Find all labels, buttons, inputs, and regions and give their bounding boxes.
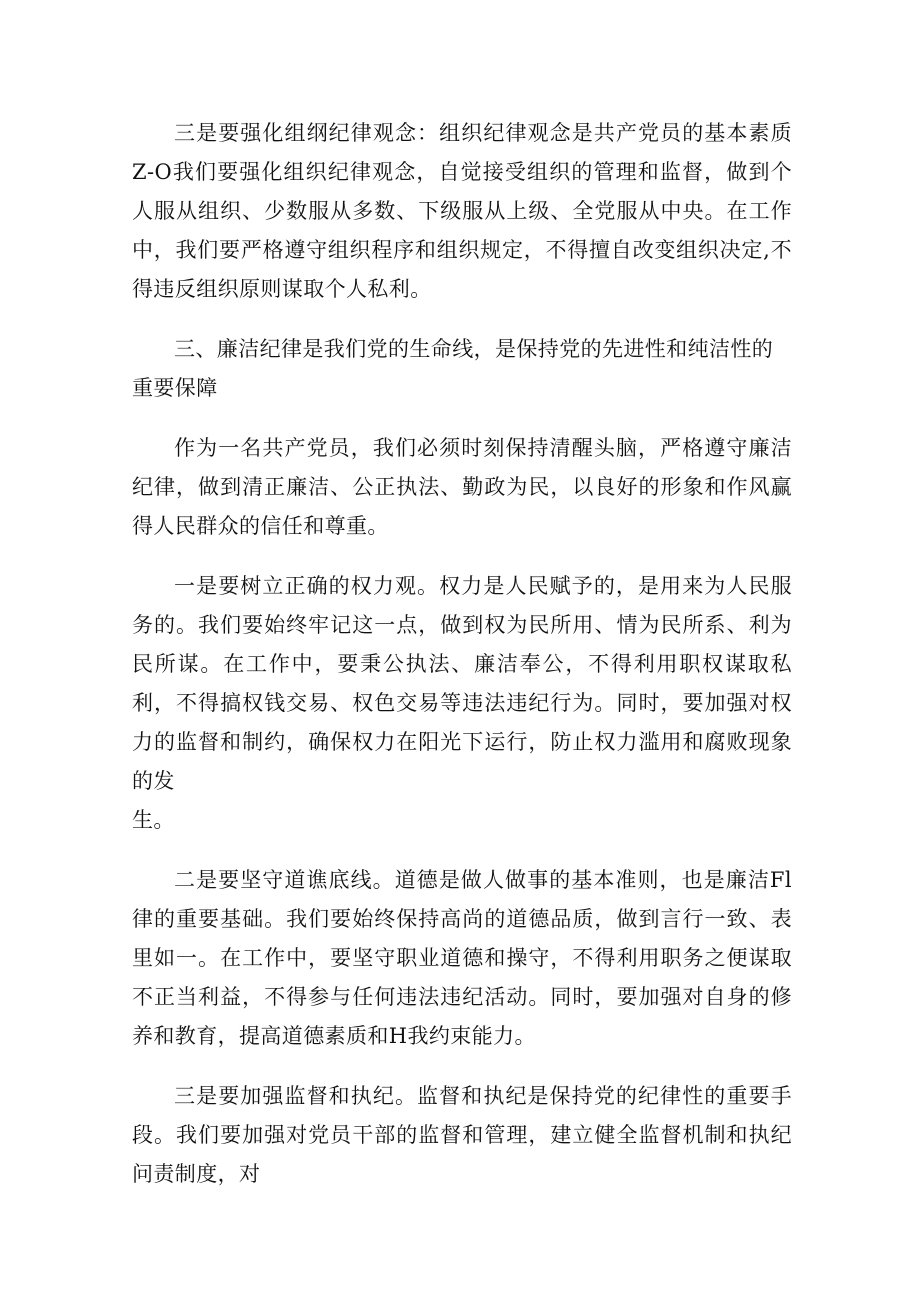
document-body — [132, 114, 792, 1215]
paragraph-moral-bottom-line: 二是要坚守道谯底线。道德是做人做事的基本准则，也是廉洁Fl律的重要基础。我们要始终保持高尚的道德品质，做到言行一致、表里如一。在工作中，要坚守职业道德和操守，不得利用职务之便谋取不正当利益，不得参与任何违法违纪活动。同时，要加强对自身的修养和教育，提高道德素质和H我约束能力。 — [132, 868, 792, 1048]
section-heading-integrity-discipline: 三、廉洁纪律是我们党的生命线，是保持党的先进性和纯洁性的重要保障 — [132, 337, 774, 400]
paragraph-organization-discipline: 三是要强化组纲纪律观念：组织纪律观念是共产党员的基本素质Z-O我们要强化组织纪律观念，自觉接受组织的管理和监督，做到个人服从组织、少数服从多数、下级服从上级、全党服从中央。在工作中，我们要严格遵守组织程序和组织规定，不得擅自改变组织决定,不得违反组织原则谋取个人私利。 — [132, 121, 792, 301]
paragraph-supervision-discipline: 三是要加强监督和执纪。监督和执纪是保持党的纪律性的重要手段。我们要加强对党员干部的监督和管理，建立健全监督机制和执纪问责制度，对 — [132, 1084, 792, 1186]
paragraph-power-view: 一是要树立正确的权力观。权力是人民赋予的，是用来为人民服务的。我们要始终牢记这一点，做到权为民所用、情为民所系、利为民所谋。在工作中，要秉公执法、廉洁奉公，不得利用职权谋取私利，不得搞权钱交易、权色交易等违法违纪行为。同时，要加强对权力的监督和制约，确保权力在阳光下运行，防止权力滥用和腐败现象的发 生。 — [132, 574, 792, 832]
paragraph-party-member-integrity: 作为一名共产党员，我们必须时刻保持清醒头脑，严格遵守廉洁纪律，做到清正廉洁、公正执法、勤政为民，以良好的形象和作风赢得人民群众的信任和尊重。 — [132, 436, 792, 538]
